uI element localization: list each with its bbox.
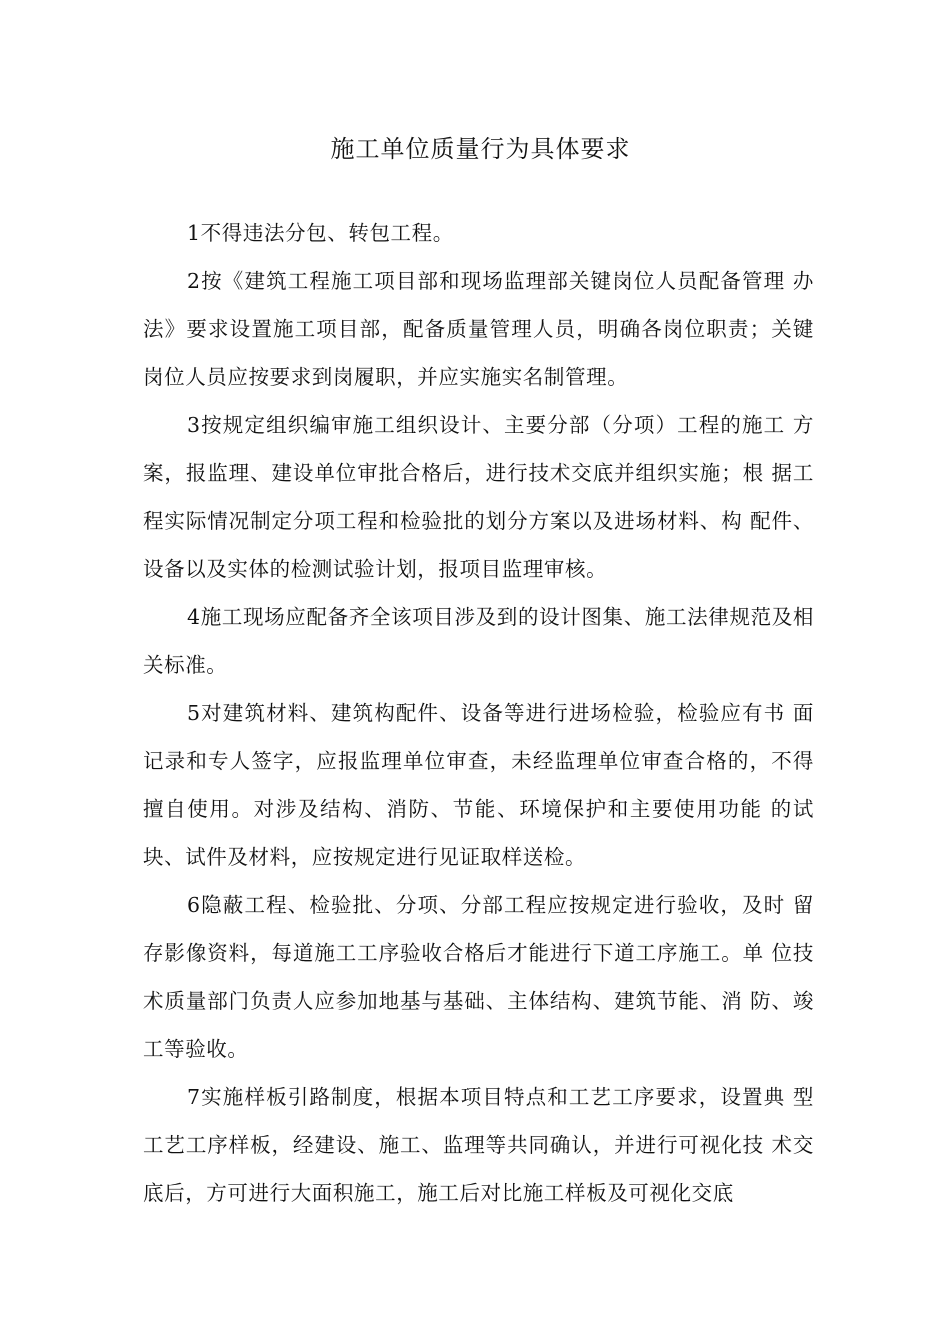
paragraph-4: 4施工现场应配备齐全该项目涉及到的设计图集、施工法律规范及相关标准。 [143,605,814,677]
paragraph-2: 2按《建筑工程施工项目部和现场监理部关键岗位人员配备管理 办法》要求设置施工项目部，配备质量管理人员，明确各岗位职责；关键岗位人员应按要求到岗履职，并应实施实名制管理。 [143,269,814,389]
paragraph-7: 7实施样板引路制度，根据本项目特点和工艺工序要求，设置典 型工艺工序样板，经建设、施工、监理等共同确认，并进行可视化技 术交底后，方可进行大面积施工，施工后对比施工样板及可视化交底 [143,1085,814,1205]
paragraph-5: 5对建筑材料、建筑构配件、设备等进行进场检验，检验应有书 面记录和专人签字，应报监理单位审查，未经监理单位审查合格的，不得擅自使用。对涉及结构、消防、节能、环境保护和主要使用功能 的试块、试件及材料，应按规定进行见证取样送检。 [143,701,814,869]
paragraph-1: 1不得违法分包、转包工程。 [187,221,454,245]
document-title: 施工单位质量行为具体要求 [330,135,631,163]
document-body [143,209,814,1217]
paragraph-6: 6隐蔽工程、检验批、分项、分部工程应按规定进行验收，及时 留存影像资料，每道施工工序验收合格后才能进行下道工序施工。单 位技术质量部门负责人应参加地基与基础、主体结构、建筑节能、消 防、竣工等验收。 [143,893,814,1061]
paragraph-3: 3按规定组织编审施工组织设计、主要分部（分项）工程的施工 方案，报监理、建设单位审批合格后，进行技术交底并组织实施；根 据工程实际情况制定分项工程和检验批的划分方案以及进场材料、构 配件、设备以及实体的检测试验计划，报项目监理审核。 [143,413,814,581]
